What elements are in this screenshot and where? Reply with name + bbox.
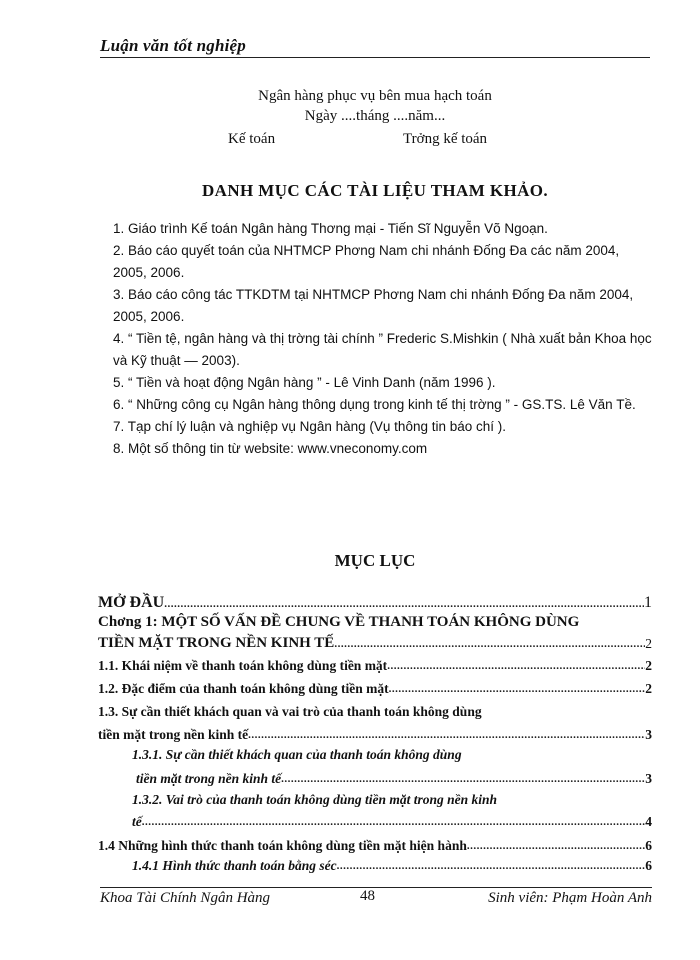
toc-1-3-1-line1[interactable]: 1.3.1. Sự cần thiết khách quan của thanh toán không dùng [132,747,462,762]
toc-entry-1-2[interactable] [98,677,652,697]
dot-leader [337,860,646,874]
reference-item: 2. Báo cáo quyết toán của NHTMCP Phơng Nam chi nhánh Đống Đa các năm 2004, 2005, 2006. [113,243,620,280]
toc-chapter1-line1[interactable]: Chơng 1: MỘT SỐ VẤN ĐỀ CHUNG VỀ THANH TOÁN KHÔNG DÙNG [98,614,580,630]
dot-leader [164,598,644,612]
accountant-label: Kế toán [228,131,276,147]
toc-entry-title: tiền mặt trong nền kinh tế [136,771,282,786]
footer-faculty: Khoa Tài Chính Ngân Hàng [100,890,271,906]
toc-entry-title: MỞ ĐẦU [98,594,165,611]
toc-entry-page: 2 [645,658,652,673]
toc-entry-1-4-1[interactable] [132,854,652,874]
reference-item: 5. “ Tiền và hoạt động Ngân hàng ” - Lê Vinh Danh (năm 1996 ). [113,375,496,390]
toc-entry-chapter1[interactable] [98,632,652,652]
toc-entry-1-4[interactable] [98,834,652,854]
dot-leader [467,840,645,854]
dot-leader [334,638,645,652]
reference-item: 1. Giáo trình Kế toán Ngân hàng Thơng mại - Tiến Sĩ Nguyễn Võ Ngoạn. [113,221,548,236]
toc-entry-1-3-1[interactable] [136,767,652,787]
reference-item: 4. “ Tiền tệ, ngân hàng và thị trờng tài chính ” Frederic S.Mishkin ( Nhà xuất bản Khoa học và Kỹ thuật — 2003). [113,331,652,368]
toc-entry-1-3-2[interactable] [132,810,652,830]
toc-heading: MỤC LỤC [334,551,416,570]
toc-1-3-line1[interactable]: 1.3. Sự cần thiết khách quan và vai trò của thanh toán không dùng [98,704,482,719]
toc-entry-title: 1.4.1 Hình thức thanh toán bằng séc [132,858,337,873]
toc-entry-page: 6 [645,838,652,853]
toc-entry-title: TIỀN MẶT TRONG NỀN KINH TẾ [98,635,335,651]
toc-entry-intro[interactable] [98,592,652,612]
dot-leader [142,816,646,830]
dot-leader [281,773,645,787]
reference-item: 6. “ Những công cụ Ngân hàng thông dụng trong kinh tế thị trờng ” - GS.TS. Lê Văn Tề. [113,397,636,412]
chief-accountant-label: Trởng kế toán [403,131,488,147]
bank-line: Ngân hàng phục vụ bên mua hạch toán [258,88,492,104]
dot-leader [248,729,645,743]
toc-entry-page: 3 [645,727,652,742]
page-number: 48 [360,888,375,904]
toc-entry-page: 4 [645,814,652,829]
footer-rule [100,887,652,888]
reference-item: 7. Tạp chí lý luận và nghiệp vụ Ngân hàng (Vụ thông tin báo chí ). [113,419,507,434]
toc-entry-title: 1.2. Đặc điểm của thanh toán không dùng tiền mặt [98,681,389,696]
footer-student: Sinh viên: Phạm Hoàn Anh [488,890,652,906]
dot-leader [389,683,646,697]
toc-entry-page: 1 [644,594,652,611]
date-line: Ngày ....tháng ....năm... [304,108,446,124]
toc-entry-page: 2 [645,636,652,651]
dot-leader [387,660,645,674]
references-heading: DANH MỤC CÁC TÀI LIỆU THAM KHẢO. [201,181,549,200]
toc-entry-page: 6 [645,858,652,873]
references-list [113,218,653,460]
toc-entry-1-1[interactable] [98,654,652,674]
toc-entry-title: tế [132,814,142,829]
reference-item: 8. Một số thông tin từ website: www.vneconomy.com [113,441,428,456]
toc-entry-title: 1.1. Khái niệm về thanh toán không dùng tiền mặt [98,658,388,673]
toc-entry-title: tiền mặt trong nền kinh tế [98,727,249,742]
reference-item: 3. Báo cáo công tác TTKDTM tại NHTMCP Phơng Nam chi nhánh Đống Đa năm 2004, 2005, 2006. [113,287,634,324]
running-header: Luận văn tốt nghiệp [100,36,650,58]
toc-1-3-2-line1[interactable]: 1.3.2. Vai trò của thanh toán không dùng tiền mặt trong nền kinh [132,792,497,807]
toc-entry-page: 2 [645,681,652,696]
toc-entry-1-3[interactable] [98,723,652,743]
toc-entry-title: 1.4 Những hình thức thanh toán không dùng tiền mặt hiện hành [98,838,467,853]
toc-entry-page: 3 [645,771,652,786]
